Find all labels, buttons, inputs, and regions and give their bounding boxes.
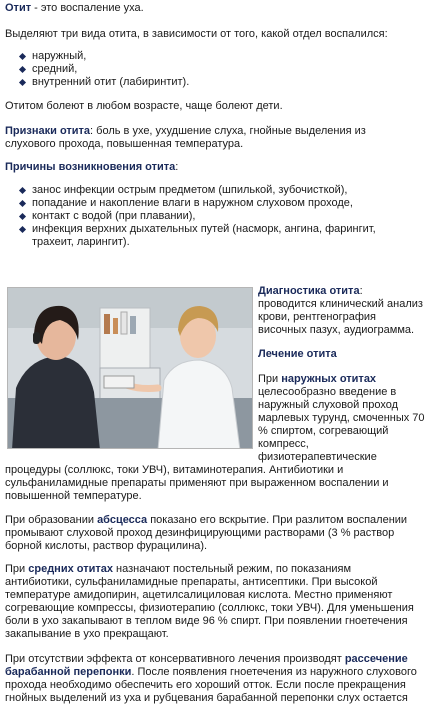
treatment-title: Лечение отита (258, 348, 337, 360)
signs-paragraph: Признаки отита: боль в ухе, ухудшение слуха, гнойные выделения из слухового прохода, повышенная температура. (5, 125, 366, 150)
list-item: контакт с водой (при плавании), (0, 210, 376, 223)
bullet-icon (19, 79, 26, 86)
rupture-term: рассечение (344, 653, 408, 665)
doctor-patient-photo (7, 287, 253, 449)
eardrum-term: барабанной перепонки (5, 666, 132, 678)
diagnostics-block: Диагностика отита: проводится клинический анализ крови, рентгенография височных пазух, аудиограмма. (258, 285, 423, 336)
intro-paragraph (5, 2, 428, 15)
list-item: средний, (0, 63, 189, 76)
photo-illustration (8, 288, 253, 449)
middle-otitis-term: средних отитах (28, 563, 113, 575)
external-otitis-term: наружных отитах (281, 373, 377, 385)
causes-list (0, 184, 376, 249)
abscess-term: абсцесса (97, 514, 148, 526)
abscess-paragraph: При образовании абсцесса показано его вскрытие. При разлитом воспалении промывают слуховой проход дезинфицирующими растворами (3 % раствор борной кислоты, раствор фурацилина). (5, 514, 408, 552)
types-list (0, 50, 189, 89)
causes-heading: Причины возникновения отита: (5, 161, 179, 173)
list-item: попадание и накопление влаги в наружном слуховом проходе, (0, 197, 376, 210)
diagnostics-title: Диагностика отита (258, 285, 360, 297)
bullet-icon (19, 226, 26, 233)
bullet-icon (19, 213, 26, 220)
list-item: внутренний отит (лабиринтит). (0, 76, 189, 89)
bullet-icon (19, 53, 26, 60)
term-otitis: Отит (5, 2, 32, 14)
rupture-paragraph: При отсутствии эффекта от консервативного лечения производят рассечение барабанной перепонки. После появления гноетечения из наружного слухового прохода необходимо обеспечить его хороший отток. Если после прекращения гнойных выделений из уха и рубцевания барабанной перепонки слух остается (5, 653, 417, 704)
bullet-icon (19, 200, 26, 207)
bullet-icon (19, 187, 26, 194)
list-item: занос инфекции острым предметом (шпилькой, зубочисткой), (0, 184, 376, 197)
list-item: наружный, (0, 50, 189, 63)
types-lead: Выделяют три вида отита, в зависимости от того, какой отдел воспалился: (5, 28, 388, 40)
bullet-icon (19, 66, 26, 73)
signs-title: Признаки отита (5, 125, 91, 137)
external-otitis-block: При наружных отитах целесообразно введение в наружный слуховой проход марлевых турунд, смоченных 70 % спиртом, согревающий компресс, физиотерапевтические (258, 373, 425, 463)
causes-title: Причины возникновения отита (5, 161, 176, 173)
age-note: Отитом болеют в любом возрасте, чаще болеют дети. (5, 100, 283, 112)
list-item: инфекция верхних дыхательных путей (насморк, ангина, фарингит, трахеит, ларингит). (0, 223, 376, 249)
external-otitis-continued: процедуры (соллюкс, токи УВЧ), витаминотерапия. Антибиотики и сульфаниламидные препараты применяют при выраженном воспалении и повышенной температуре. (5, 464, 389, 502)
middle-otitis-paragraph: При средних отитах назначают постельный режим, по показаниям антибиотики, сульфаниламидные препараты, антисептики. При высокой температуре амидопирин, ацетилсалициловая кислота. Местно применяют согревающие компрессы, физиотерапию (соллюкс, токи УВЧ). Для уменьшения боли в ухо закапывают в теплом виде 96 % спирт. При появлении гноетечения закапывание в ухо прекращают. (5, 563, 414, 640)
intro-definition: - это воспаление уха. (31, 2, 144, 14)
